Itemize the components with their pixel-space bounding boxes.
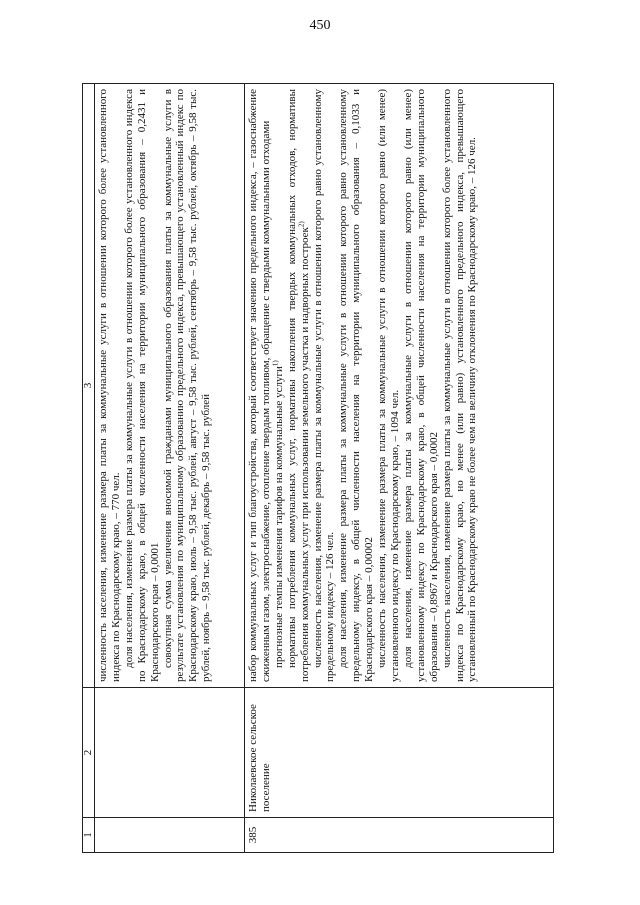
footnote-ref: 1) bbox=[271, 360, 280, 367]
paragraph: доля населения, изменение размера платы за коммунальные услуги в отношении которого равно (или менее) установленному индексу по Краснодарскому краю, в общей численности населения на территории муниципального образования – 0,8967 и Краснодарского края – 0,0002 bbox=[401, 89, 440, 682]
continuation-number-cell bbox=[95, 818, 245, 853]
row-number-cell: 385 bbox=[245, 818, 554, 853]
row-text-cell bbox=[245, 84, 554, 688]
continuation-text-cell bbox=[95, 84, 245, 688]
data-table bbox=[82, 83, 554, 853]
continuation-name-cell bbox=[95, 688, 245, 818]
paragraph: набор коммунальных услуг и тип благоустройства, который соответствует значению предельного индекса, – газоснабжение сжиженным газом, электроснабжение, отопление твердым топливом, обращение с твердыми коммунальными отходами bbox=[247, 89, 272, 682]
paragraph: доля населения, изменение размера платы за коммунальные услуги в отношении которого более установленного индекса по Краснодарскому краю, в общей численности населения на территории муниципального образования – 0,2431 и Краснодарского края – 0,0001 bbox=[122, 89, 161, 682]
settlement-name-cell: Николаевское сельское поселение bbox=[245, 688, 554, 818]
paragraph: численность населения, изменение размера платы за коммунальные услуги в отношении которого более установленного индекса по Краснодарскому краю, – 770 чел. bbox=[97, 89, 122, 682]
paragraph-text: прогнозные темпы изменения тарифов на коммунальные услуги bbox=[272, 366, 285, 668]
paragraph: численность населения, изменение размера платы за коммунальные услуги в отношении которого равно (или менее) установленного индексу по Краснодарскому краю, – 1094 чел. bbox=[376, 89, 401, 682]
paragraph bbox=[273, 89, 286, 682]
table-row-continuation bbox=[95, 84, 245, 853]
header-cell-2: 2 bbox=[83, 688, 95, 818]
paragraph: численность населения, изменение размера платы за коммунальные услуги в отношении которого равно установленному предельному индексу – 126 чел. bbox=[311, 89, 337, 682]
table-row-385 bbox=[245, 84, 554, 853]
header-cell-1: 1 bbox=[83, 818, 95, 853]
paragraph-text: нормативы потребления коммунальных услуг, нормативы накопления твердых коммунальных отходов, нормативы потребления коммунальных услуг при использовании земельного участка и надворных построек bbox=[285, 89, 311, 682]
table-header-row bbox=[83, 84, 95, 853]
paragraph bbox=[286, 89, 312, 682]
paragraph: численность населения, изменение размера платы за коммунальные услуги в отношении которого более установленного индекса по Краснодарскому краю, но менее (или равно) установленного предельного индекса, превышающего установленный по Краснодарскому краю не более чем на величину отклонения по Краснодарскому краю, – 126 чел. bbox=[440, 89, 479, 682]
footnote-ref: 2) bbox=[296, 221, 305, 228]
paragraph: доля населения, изменение размера платы за коммунальные услуги в отношении которого равно установленному предельному индексу, в общей численности населения на территории муниципального образования – 0,1033 и Краснодарского края – 0,00002 bbox=[337, 89, 376, 682]
rotated-table-container bbox=[82, 83, 554, 853]
header-cell-3: 3 bbox=[83, 84, 95, 688]
page-number: 450 bbox=[309, 18, 331, 33]
paragraph: совокупная сумма увеличения вносимой гражданами муниципального образования платы за коммунальные услуги в результате установления по муниципальному образованию предельного индекса, превышающего установленный индекс по Краснодарскому краю, июль – 9,58 тыс. рублей, август – 9,58 тыс. рублей, сентябрь – 9,58 тыс. рублей, октябрь – 9,58 тыс. рублей, ноябрь – 9,58 тыс. рублей, декабрь – 9,58 тыс. рублей bbox=[161, 89, 213, 682]
